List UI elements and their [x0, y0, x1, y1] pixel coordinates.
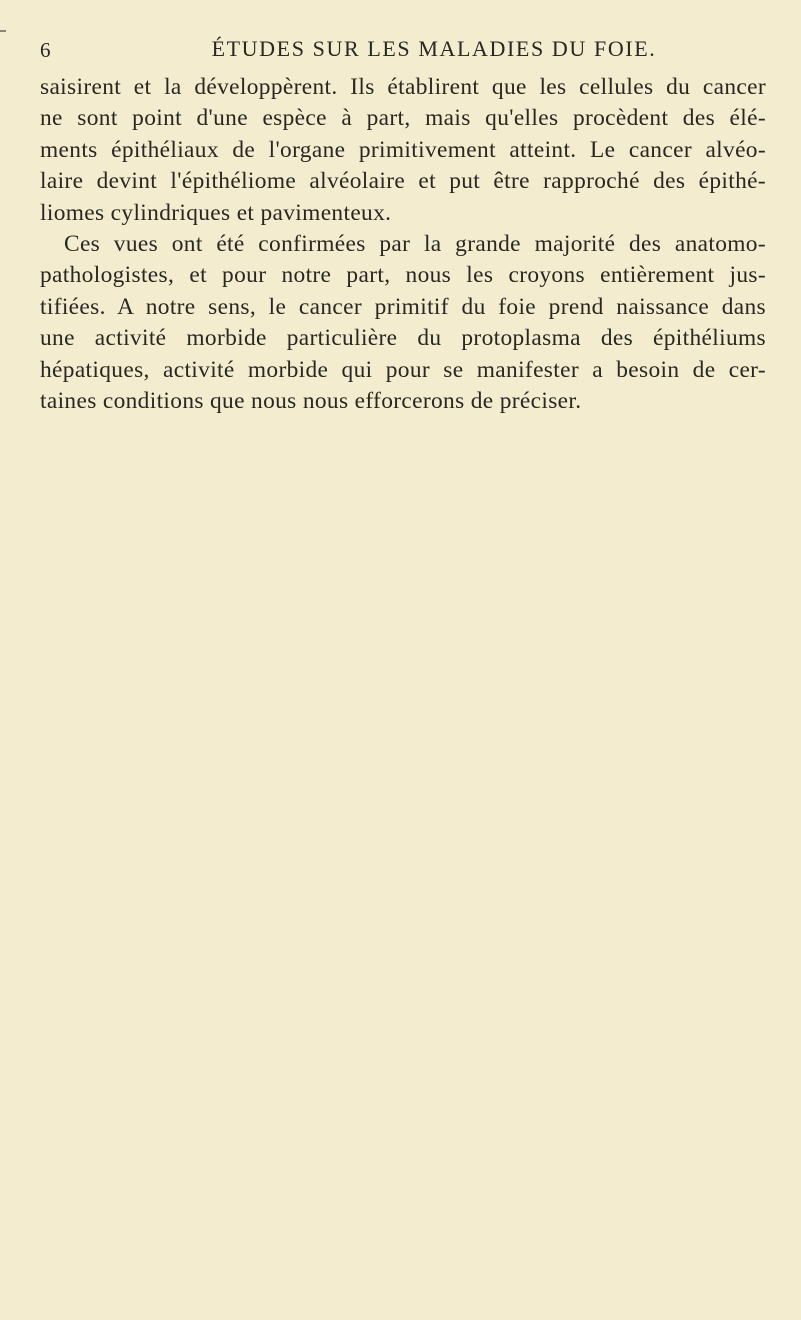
running-head: ÉTUDES SUR LES MALADIES DU FOIE. [211, 36, 657, 61]
text-line: liomes cylindriques et pavimenteux. [40, 199, 392, 226]
text-line: pathologistes, et pour notre part, nous les croyons entièrement jus- [40, 262, 766, 289]
text-line: hépatiques, activité morbide qui pour se manifester a besoin de cer- [40, 356, 766, 383]
body-text [40, 72, 766, 417]
margin-mark [0, 30, 6, 32]
text-line: tifiées. A notre sens, le cancer primitif du foie prend naissance dans [40, 293, 766, 320]
text-line: ne sont point d'une espèce à part, mais qu'elles procèdent des élé- [40, 105, 766, 132]
page-number: 6 [40, 38, 51, 62]
text-line: Ces vues ont été confirmées par la grande majorité des anatomo- [64, 231, 766, 258]
text-line: taines conditions que nous nous efforcerons de préciser. [40, 388, 582, 415]
text-line: saisirent et la développèrent. Ils établirent que les cellules du cancer [40, 74, 766, 100]
text-line: ments épithéliaux de l'organe primitivement atteint. Le cancer alvéo- [40, 136, 766, 163]
text-line: une activité morbide particulière du protoplasma des épithéliums [40, 325, 766, 352]
paragraph-1 [40, 72, 766, 229]
page-header [40, 36, 780, 66]
text-line: laire devint l'épithéliome alvéolaire et put être rapproché des épithé- [40, 168, 766, 195]
paragraph-2 [40, 229, 766, 417]
